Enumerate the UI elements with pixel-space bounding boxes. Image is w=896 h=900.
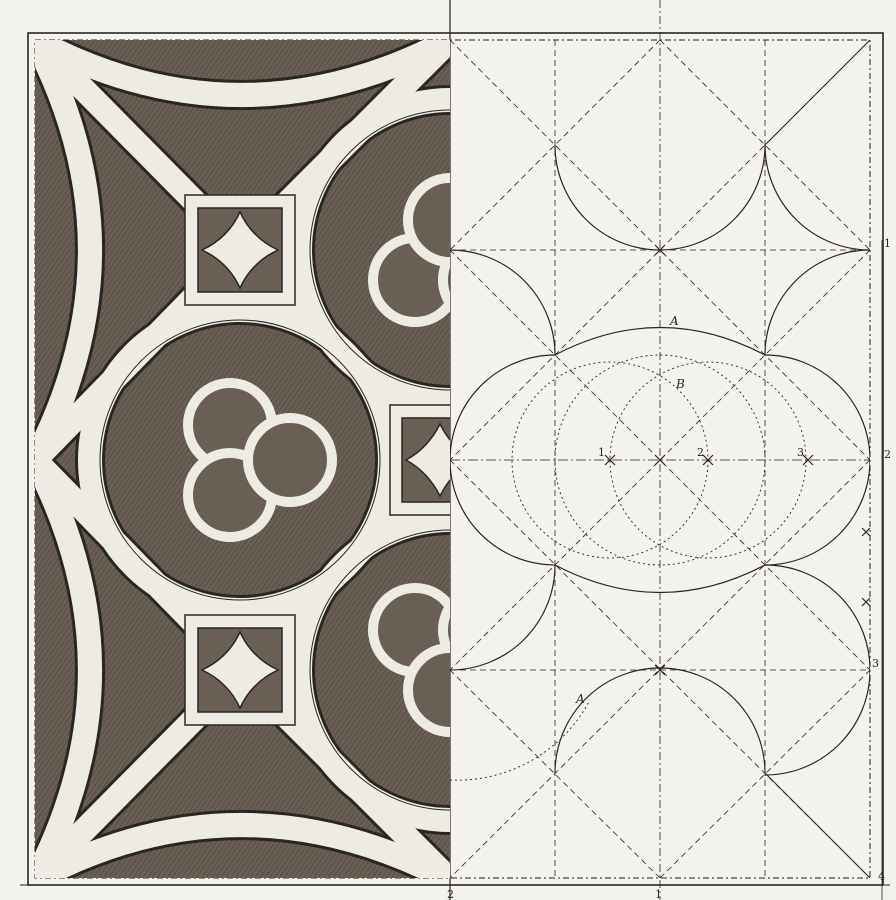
edge-mark-4: 4	[878, 870, 885, 883]
label-arc-a-lower: A	[576, 692, 585, 706]
frame-diagonals	[765, 40, 870, 878]
label-center-2: 2	[697, 446, 704, 459]
bottom-mark-2: 2	[447, 888, 454, 900]
label-center-1: 1	[598, 446, 605, 459]
edge-mark-2: 2	[884, 448, 891, 461]
labels	[447, 237, 891, 900]
label-arc-a-upper: A	[670, 314, 679, 328]
label-center-3: 3	[797, 446, 804, 459]
bottom-mark-1: 1	[655, 888, 662, 900]
edge-mark-1: 1	[884, 237, 891, 250]
edge-mark-3: 3	[872, 657, 879, 670]
label-arc-b: B	[676, 377, 685, 391]
tracery-rendering	[35, 40, 600, 880]
auxiliary-circles	[450, 355, 806, 780]
